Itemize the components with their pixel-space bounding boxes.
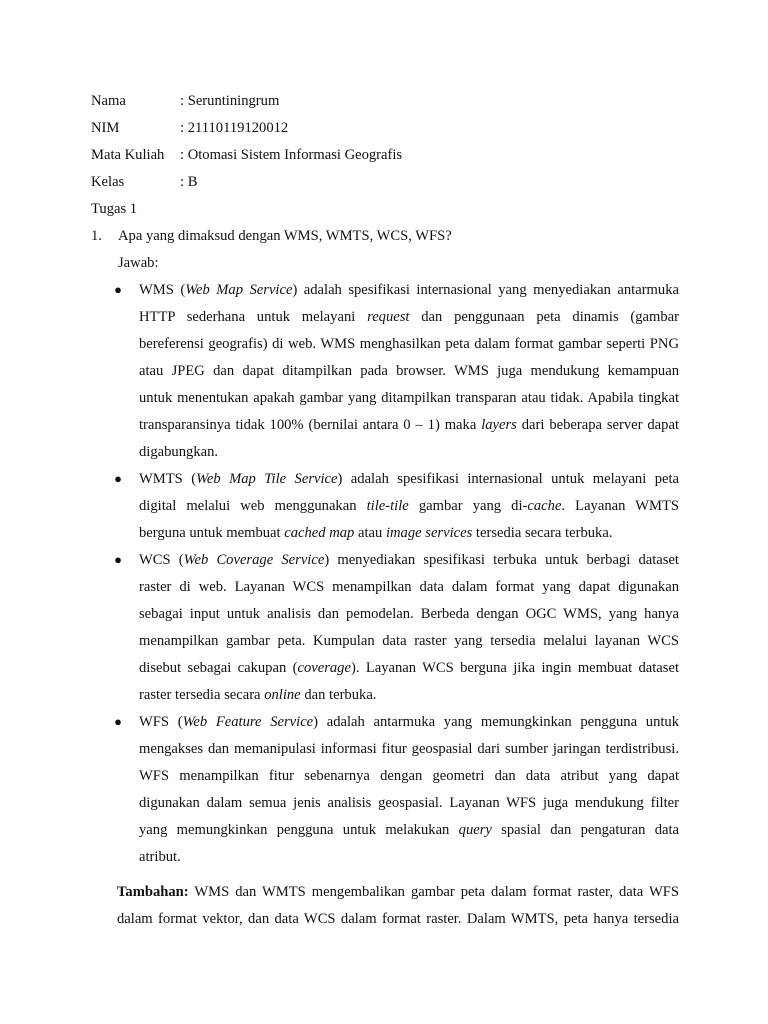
text-run: raster tersedia secara [139,687,265,703]
italic-term: Web Coverage Service [183,552,325,568]
text-run: sebagai input untuk analisis dan pemodelan. Berbeda dengan OGC WMS, yang hanya [139,606,679,622]
bullet-icon: ● [114,714,122,729]
bullet-icon: ● [114,471,122,486]
text-run: untuk menentukan apakah gambar yang ditampilkan transparan atau tidak. Apabila tingkat [139,390,679,406]
text-run: . Layanan WMTS [561,498,679,514]
text-run: dari beberapa server dapat [516,417,679,433]
text-run: digital melalui web menggunakan [139,498,367,514]
answer-item-1-line [139,388,679,408]
text-run: tersedia secara terbuka. [472,525,613,541]
answer-item-3-line [139,658,679,678]
text-run: transparansinya tidak 100% (bernilai antara 0 – 1) maka [139,417,482,433]
text-run: HTTP sederhana untuk melayani [139,309,368,325]
header-value: : B [180,174,198,190]
answer-label: Jawab: [118,255,159,271]
addition-line [117,909,679,929]
answer-item-2-line [139,469,679,489]
bullet-icon: ● [114,282,122,297]
answer-item-1-line [139,334,679,354]
italic-term: image services [385,525,473,541]
text-run: dalam format vektor, dan data WCS dalam format raster. Dalam WMTS, peta hanya tersedia [117,911,679,927]
header-row-nim [91,118,288,138]
header-value: : Seruntiningrum [180,93,280,109]
text-run: WFS menampilkan fitur sebenarnya dengan geometri dan data atribut yang dapat [139,768,679,784]
italic-term: layers [481,417,517,433]
text-run: digabungkan. [139,444,219,460]
text-run: ) menyediakan spesifikasi terbuka untuk berbagi dataset [324,552,679,568]
italic-term: query [458,822,492,838]
italic-term: Web Feature Service [182,714,314,730]
answer-item-4-line [139,766,679,786]
text-run: WMS ( [139,282,186,298]
answer-item-4-line [139,820,679,840]
header-value: : 21110119120012 [180,120,289,136]
answer-item-3-line [139,685,679,705]
answer-item-4-line [139,847,679,867]
answer-item-4-line [139,739,679,759]
answer-item-1-line [139,442,679,462]
text-run: bereferensi geografis) di web. WMS menghasilkan peta dalam format gambar seperti PNG [139,336,679,352]
italic-term: cache [527,498,562,514]
text-run: spasial dan pengaturan data [491,822,679,838]
answer-item-4-line [139,793,679,813]
answer-item-1-line [139,415,679,435]
answer-item-1-line [139,280,679,300]
text-run: berguna untuk membuat [139,525,285,541]
answer-item-4-line [139,712,679,732]
text-run: WFS ( [139,714,183,730]
text-run: ) adalah spesifikasi internasional untuk melayani peta [337,471,679,487]
header-label: NIM [91,120,120,136]
answer-item-2-line [139,496,679,516]
italic-term: Web Map Tile Service [196,471,338,487]
italic-term: cached map [284,525,355,541]
italic-term: request [367,309,410,325]
text-run: disebut sebagai cakupan ( [139,660,298,676]
italic-term: online [264,687,301,703]
answer-item-3-line [139,631,679,651]
text-run: atau [354,525,386,541]
answer-item-3-line [139,604,679,624]
answer-item-3-line [139,577,679,597]
assignment-title: Tugas 1 [91,201,138,217]
text-run: dan penggunaan peta dinamis (gambar [409,309,679,325]
text-run: atau JPEG dan dapat ditampilkan pada browser. WMS juga mendukung kemampuan [139,363,679,379]
header-row-mata-kuliah [91,145,402,165]
answer-item-1-line [139,307,679,327]
question-number: 1. [91,228,102,244]
header-row-nama [91,91,279,111]
header-row-kelas [91,172,197,192]
text-run: menampilkan gambar peta. Kumpulan data raster yang tersedia melalui layanan WCS [139,633,679,649]
text-run: gambar yang di- [408,498,528,514]
text-run: WCS ( [139,552,184,568]
text-run: digunakan dalam semua jenis analisis geospasial. Layanan WFS juga mendukung filter [139,795,679,811]
text-run: WMS dan WMTS mengembalikan gambar peta dalam format raster, data WFS [188,884,679,900]
answer-item-1-line [139,361,679,381]
question-text: Apa yang dimaksud dengan WMS, WMTS, WCS, WFS? [118,228,452,244]
italic-term: coverage [297,660,351,676]
header-label: Nama [91,93,126,109]
text-run: atribut. [139,849,181,865]
header-label: Kelas [91,174,125,190]
italic-term: tile-tile [366,498,409,514]
answer-item-2-line [139,523,679,543]
header-value: : Otomasi Sistem Informasi Geografis [180,147,403,163]
addition-line [117,882,679,902]
italic-term: Web Map Service [185,282,293,298]
text-run: raster di web. Layanan WCS menampilkan data dalam format yang dapat digunakan [139,579,679,595]
text-run: mengakses dan memanipulasi informasi fitur geospasial dari sumber jaringan terdistribusi. [139,741,679,757]
text-run: ) adalah antarmuka yang memungkinkan pengguna untuk [313,714,679,730]
text-run: WMTS ( [139,471,197,487]
text-run: dan terbuka. [300,687,377,703]
bold-label: Tambahan: [117,884,189,900]
text-run: yang memungkinkan pengguna untuk melakukan [139,822,459,838]
text-run: ) adalah spesifikasi internasional yang menyediakan antarmuka [292,282,679,298]
bullet-icon: ● [114,552,122,567]
answer-item-3-line [139,550,679,570]
text-run: ). Layanan WCS berguna jika ingin membuat dataset [350,660,679,676]
header-label: Mata Kuliah [91,147,165,163]
